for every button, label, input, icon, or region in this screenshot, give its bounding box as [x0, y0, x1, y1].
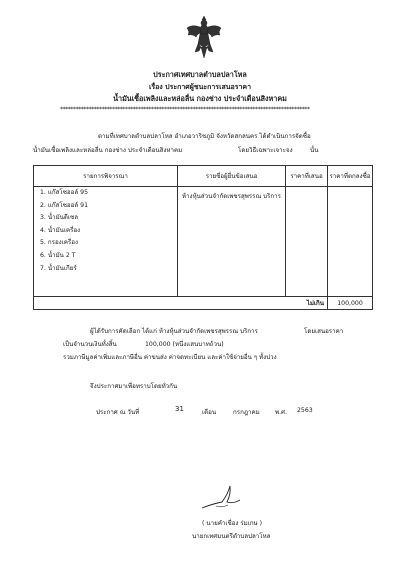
total-label: ไม่เกิน	[34, 297, 328, 310]
signatory-position: นายกเทศมนตรีตำบลปลาโหล	[192, 533, 271, 540]
date-year-label: พ.ศ.	[275, 409, 287, 416]
list-item: 2. แก๊สโซฮอล์ 91	[40, 201, 89, 209]
date-month: กรกฎาคม	[233, 409, 260, 416]
winner-line-3: รวมภาษีมูลค่าเพิ่มและภาษีอื่น ค่าขนส่ง ค่าจดทะเบียน และค่าใช้จ่ายอื่น ๆ ทั้งปวง	[63, 354, 277, 361]
subject-line: เรื่อง ประกาศผู้ชนะการเสนอราคา	[148, 83, 252, 91]
subtitle-line: น้ำมันเชื้อเพลิงและหล่อลื่น กองช่าง ประจำเดือนสิงหาคม	[113, 94, 287, 103]
date-prefix: ประกาศ ณ วันที่	[96, 409, 140, 416]
winner-line-2a: เป็นจำนวนเงินทั้งสิ้น	[63, 341, 117, 348]
quotation-table	[33, 165, 373, 310]
list-item: 1. แก๊สโซฮอล์ 95	[40, 189, 89, 196]
table-row	[34, 187, 373, 297]
col-header-offer-price: ราคาที่เสนอ	[286, 166, 328, 187]
col-header-items: รายการพิจารณา	[34, 166, 178, 187]
list-item: 7. น้ำมันเกียร์	[40, 264, 77, 272]
date-year: 2563	[297, 407, 313, 414]
winner-line-1b: โดยเสนอราคา	[304, 328, 344, 335]
intro-line-2c: นั้น	[310, 147, 319, 154]
vendor-cell: ห้างหุ้นส่วนจำกัดเพชรสุพรรณ บริการ	[178, 187, 286, 297]
list-item: 5. กรองเครื่อง	[40, 239, 78, 247]
intro-line-2a: น้ำมันเชื้อเพลิงและหล่อลื่น กองช่าง ประจำเดือนสิงหาคม	[33, 147, 183, 154]
col-header-vendor: รายชื่อผู้ยื่นข้อเสนอ	[178, 166, 286, 187]
list-item: 3. น้ำมันดีเซล	[40, 214, 79, 222]
page-title: ประกาศเทศบาลตำบลปลาโหล	[153, 70, 247, 79]
star-divider: ************************************************************************************************	[60, 106, 310, 113]
agreed-price-cell	[328, 187, 373, 297]
col-header-agreed-price: ราคาที่ตกลงซื้อ	[328, 166, 373, 187]
items-cell	[34, 187, 178, 297]
total-value: 100,000	[328, 297, 373, 310]
total-row	[34, 297, 373, 310]
intro-line-2b: โดยวิธีเฉพาะเจาะจง	[238, 147, 293, 154]
signature-icon	[198, 482, 244, 516]
closing-line: จึงประกาศมาเพื่อทราบโดยทั่วกัน	[90, 383, 178, 390]
list-item: 4. น้ำมันเครื่อง	[40, 226, 81, 234]
table-header-row	[34, 166, 373, 187]
list-item: 6. น้ำมัน 2 T	[40, 251, 76, 259]
garuda-emblem-icon	[186, 14, 222, 60]
signatory-name: ( นายคำเชื่อง ร่มเกษ )	[202, 520, 263, 527]
winner-line-1a: ผู้ได้รับการคัดเลือก ได้แก่ ห้างหุ้นส่วนจำกัดเพชรสุพรรณ บริการ	[90, 328, 258, 335]
date-month-label: เดือน	[202, 409, 217, 416]
offer-price-cell	[286, 187, 328, 297]
intro-line-1: ตามที่เทศบาลตำบลปลาโหล อำเภอวาริชภูมิ จังหวัดสกลนคร ได้ดำเนินการจัดซื้อ	[98, 133, 311, 140]
winner-line-2b: 100,000 (หนึ่งแสนบาทถ้วน)	[145, 341, 224, 348]
date-day: 31	[175, 405, 184, 413]
